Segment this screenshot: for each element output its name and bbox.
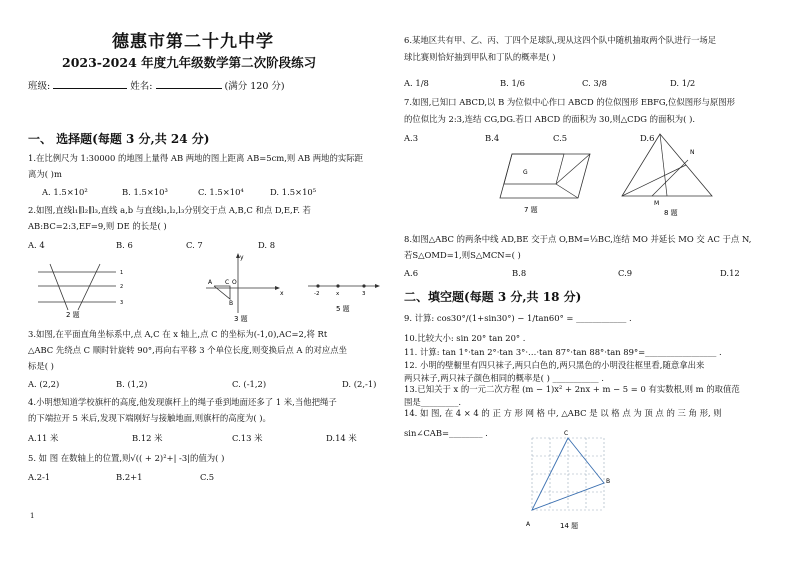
exam-title: 2023-2024 年度九年级数学第二次阶段练习	[62, 55, 317, 70]
q3-option-a[interactable]: A. (2,2)	[28, 379, 60, 389]
q4-option-c[interactable]: C.13 米	[232, 433, 263, 443]
fig14-label-b: B	[606, 478, 611, 485]
q7-line1: 7.如图,已知口 ABCD,以 B 为位似中心作口 ABCD 的位似图形 EBFG,位似图形与原图形	[404, 97, 735, 107]
q4-option-a[interactable]: A.11 米	[28, 433, 59, 443]
q6-line2: 球比赛则恰好抽到甲队和丁队的概率是( )	[404, 52, 556, 62]
q2-option-d[interactable]: D. 8	[258, 240, 276, 250]
q12-line1: 12. 小明的壁橱里有四只袜子,两只白色的,两只黑色的小明没往框里看,随意拿出来	[404, 360, 705, 370]
q1-option-b[interactable]: B. 1.5×10³	[122, 187, 168, 197]
figure-q8	[618, 132, 718, 222]
fig3-label-a: A	[208, 279, 213, 286]
class-blank[interactable]	[53, 88, 127, 89]
fig14-label-c: C	[564, 430, 569, 437]
q2-line1: 2.如图,直线l₁∥l₂∥l₃,直线 a,b 与直线l₁,l₂,l₃分别交于点 A,B,C 和点 D,E,F. 若	[28, 205, 311, 215]
fig3-label-b: B	[229, 300, 234, 307]
q8-line1: 8.如图△ABC 的两条中线 AD,BE 交于点 O,BM=⅓BC,连结 MO 并延长 MO 交 AC 于点 N,	[404, 234, 752, 244]
q7-line2: 的位似比为 2:3,连结 CG,DG.若口 ABCD 的面积为 30,则△CDG 的面积为( ).	[404, 114, 696, 124]
q4-line2: 的下端拉开 5 米后,发现下端刚好与接触地面,则旗杆的高度为( )。	[28, 413, 271, 423]
fig2-caption: 2 题	[66, 311, 80, 319]
student-info-line	[28, 81, 285, 92]
fig3-label-y: y	[240, 254, 244, 261]
school-title: 德惠市第二十九中学	[112, 32, 274, 52]
fig8-label-m: M	[654, 200, 660, 207]
q4-option-d[interactable]: D.14 米	[326, 433, 357, 443]
fig2-label-2: 2	[120, 284, 124, 290]
page-number: 1	[30, 512, 35, 520]
q7-option-a[interactable]: A.3	[404, 133, 419, 143]
class-label: 班级:	[28, 81, 51, 92]
fig5-label-3: 3	[362, 291, 366, 297]
q8-line2: 若S△OMD=1,则S△MCN=( )	[404, 250, 521, 260]
fig2-label-1: 1	[120, 270, 124, 276]
q3-option-c[interactable]: C. (-1,2)	[232, 379, 267, 389]
q7-option-b[interactable]: B.4	[485, 133, 500, 143]
q3-option-b[interactable]: B. (1,2)	[116, 379, 148, 389]
figure-q14	[524, 430, 614, 535]
q6-line1: 6.某地区共有甲、乙、丙、丁四个足球队,现从这四个队中随机抽取两个队进行一场足	[404, 35, 717, 45]
name-label: 姓名:	[130, 81, 153, 92]
q1-line1: 1.在比例尺为 1:30000 的地图上量得 AB 两地的图上距离 AB=5cm,则 AB 两地的实际距	[28, 153, 364, 163]
fig8-caption: 8 题	[664, 209, 678, 217]
q5-option-a[interactable]: A.2-1	[28, 472, 51, 482]
q8-option-c[interactable]: C.9	[618, 268, 633, 278]
q7-option-c[interactable]: C.5	[553, 133, 568, 143]
fig5-label-x: x	[336, 291, 340, 297]
figure-q2	[38, 262, 128, 322]
q8-option-b[interactable]: B.8	[512, 268, 527, 278]
q3-line3: 标是( )	[28, 361, 54, 371]
q13-line1: 13.已知关于 x 的一元二次方程 (m − 1)x² + 2nx + m − 5 = 0 有实数根,则 m 的取值范	[404, 384, 740, 394]
q2-option-a[interactable]: A. 4	[28, 240, 45, 250]
q1-option-c[interactable]: C. 1.5×10⁴	[198, 187, 244, 197]
q10-line: 10.比较大小: sin 20° tan 20° .	[404, 333, 526, 343]
q1-line2: 离为( )m	[28, 169, 62, 179]
q8-option-a[interactable]: A.6	[404, 268, 419, 278]
name-blank[interactable]	[156, 88, 222, 89]
q14-line2: sin∠CAB=________ .	[404, 428, 488, 438]
section1-title: 一、 选择题(每题 3 分,共 24 分)	[28, 132, 210, 146]
q1-option-a[interactable]: A. 1.5×10²	[42, 187, 88, 197]
q12-line2: 两只袜子,两只袜子颜色相同的概率是( ) ___________ .	[404, 373, 604, 383]
q3-option-d[interactable]: D. (2,-1)	[342, 379, 377, 389]
fig14-caption: 14 题	[560, 522, 579, 530]
q6-option-b[interactable]: B. 1/6	[500, 78, 525, 88]
q2-line2: AB:BC=2:3,EF=9,则 DE 的长是( )	[28, 221, 167, 231]
q5-option-b[interactable]: B.2+1	[116, 472, 143, 482]
q3-line2: △ABC 先绕点 C 顺时针旋转 90°,再向右平移 3 个单位长度,则变换后点 A 的对应点坐	[28, 345, 347, 355]
q2-option-b[interactable]: B. 6	[116, 240, 133, 250]
figure-q7	[498, 152, 598, 217]
fig14-label-a: A	[526, 521, 531, 528]
q14-line1: 14. 如 图, 在 4 × 4 的 正 方 形 网 格 中, △ABC 是 以 格 点 为 顶 点 的 三 角 形, 则	[404, 408, 722, 418]
fig3-label-o: O	[232, 279, 237, 286]
q11-line: 11. 计算: tan 1°·tan 2°·tan 3°·…·tan 87°·tan 88°·tan 89°=_________________ .	[404, 347, 722, 357]
q9-line: 9. 计算: cos30°/(1+sin30°) − 1/tan60° = ____________ .	[404, 313, 632, 323]
fig3-label-c: C	[225, 279, 230, 286]
q13-line2: 围是_________.	[404, 397, 462, 407]
q4-option-b[interactable]: B.12 米	[132, 433, 163, 443]
fig5-label-neg2: -2	[314, 291, 320, 297]
fig5-caption: 5 题	[336, 305, 350, 313]
q5-line1: 5. 如 图 在数轴上的位置,则√(( + 2)²+| -3|的值为( )	[28, 453, 225, 463]
figure-q3	[200, 253, 290, 323]
q4-line1: 4.小明想知道学校旗杆的高度,他发现旗杆上的绳子垂到地面还多了 1 米,当他把绳子	[28, 397, 337, 407]
fig8-label-n: N	[690, 149, 695, 156]
fig7-label-g: G	[523, 169, 528, 176]
score-note: (满分 120 分)	[224, 81, 285, 92]
fig3-caption: 3 题	[234, 315, 248, 323]
q6-option-d[interactable]: D. 1/2	[670, 78, 696, 88]
fig7-caption: 7 题	[524, 206, 538, 214]
q1-option-d[interactable]: D. 1.5×10⁵	[270, 187, 317, 197]
fig2-label-3: 3	[120, 300, 124, 306]
q5-option-c[interactable]: C.5	[200, 472, 215, 482]
q6-option-a[interactable]: A. 1/8	[404, 78, 429, 88]
fig3-label-x: x	[280, 290, 284, 297]
q3-line1: 3.如图,在平面直角坐标系中,点 A,C 在 x 轴上,点 C 的坐标为(-1,0),AC=2,将 Rt	[28, 329, 328, 339]
q6-option-c[interactable]: C. 3/8	[582, 78, 607, 88]
q7-option-d[interactable]: D.6	[640, 133, 655, 143]
figure-q5	[308, 278, 383, 328]
q2-option-c[interactable]: C. 7	[186, 240, 203, 250]
section2-title: 二、填空题(每题 3 分,共 18 分)	[404, 290, 582, 304]
q8-option-d[interactable]: D.12	[720, 268, 740, 278]
